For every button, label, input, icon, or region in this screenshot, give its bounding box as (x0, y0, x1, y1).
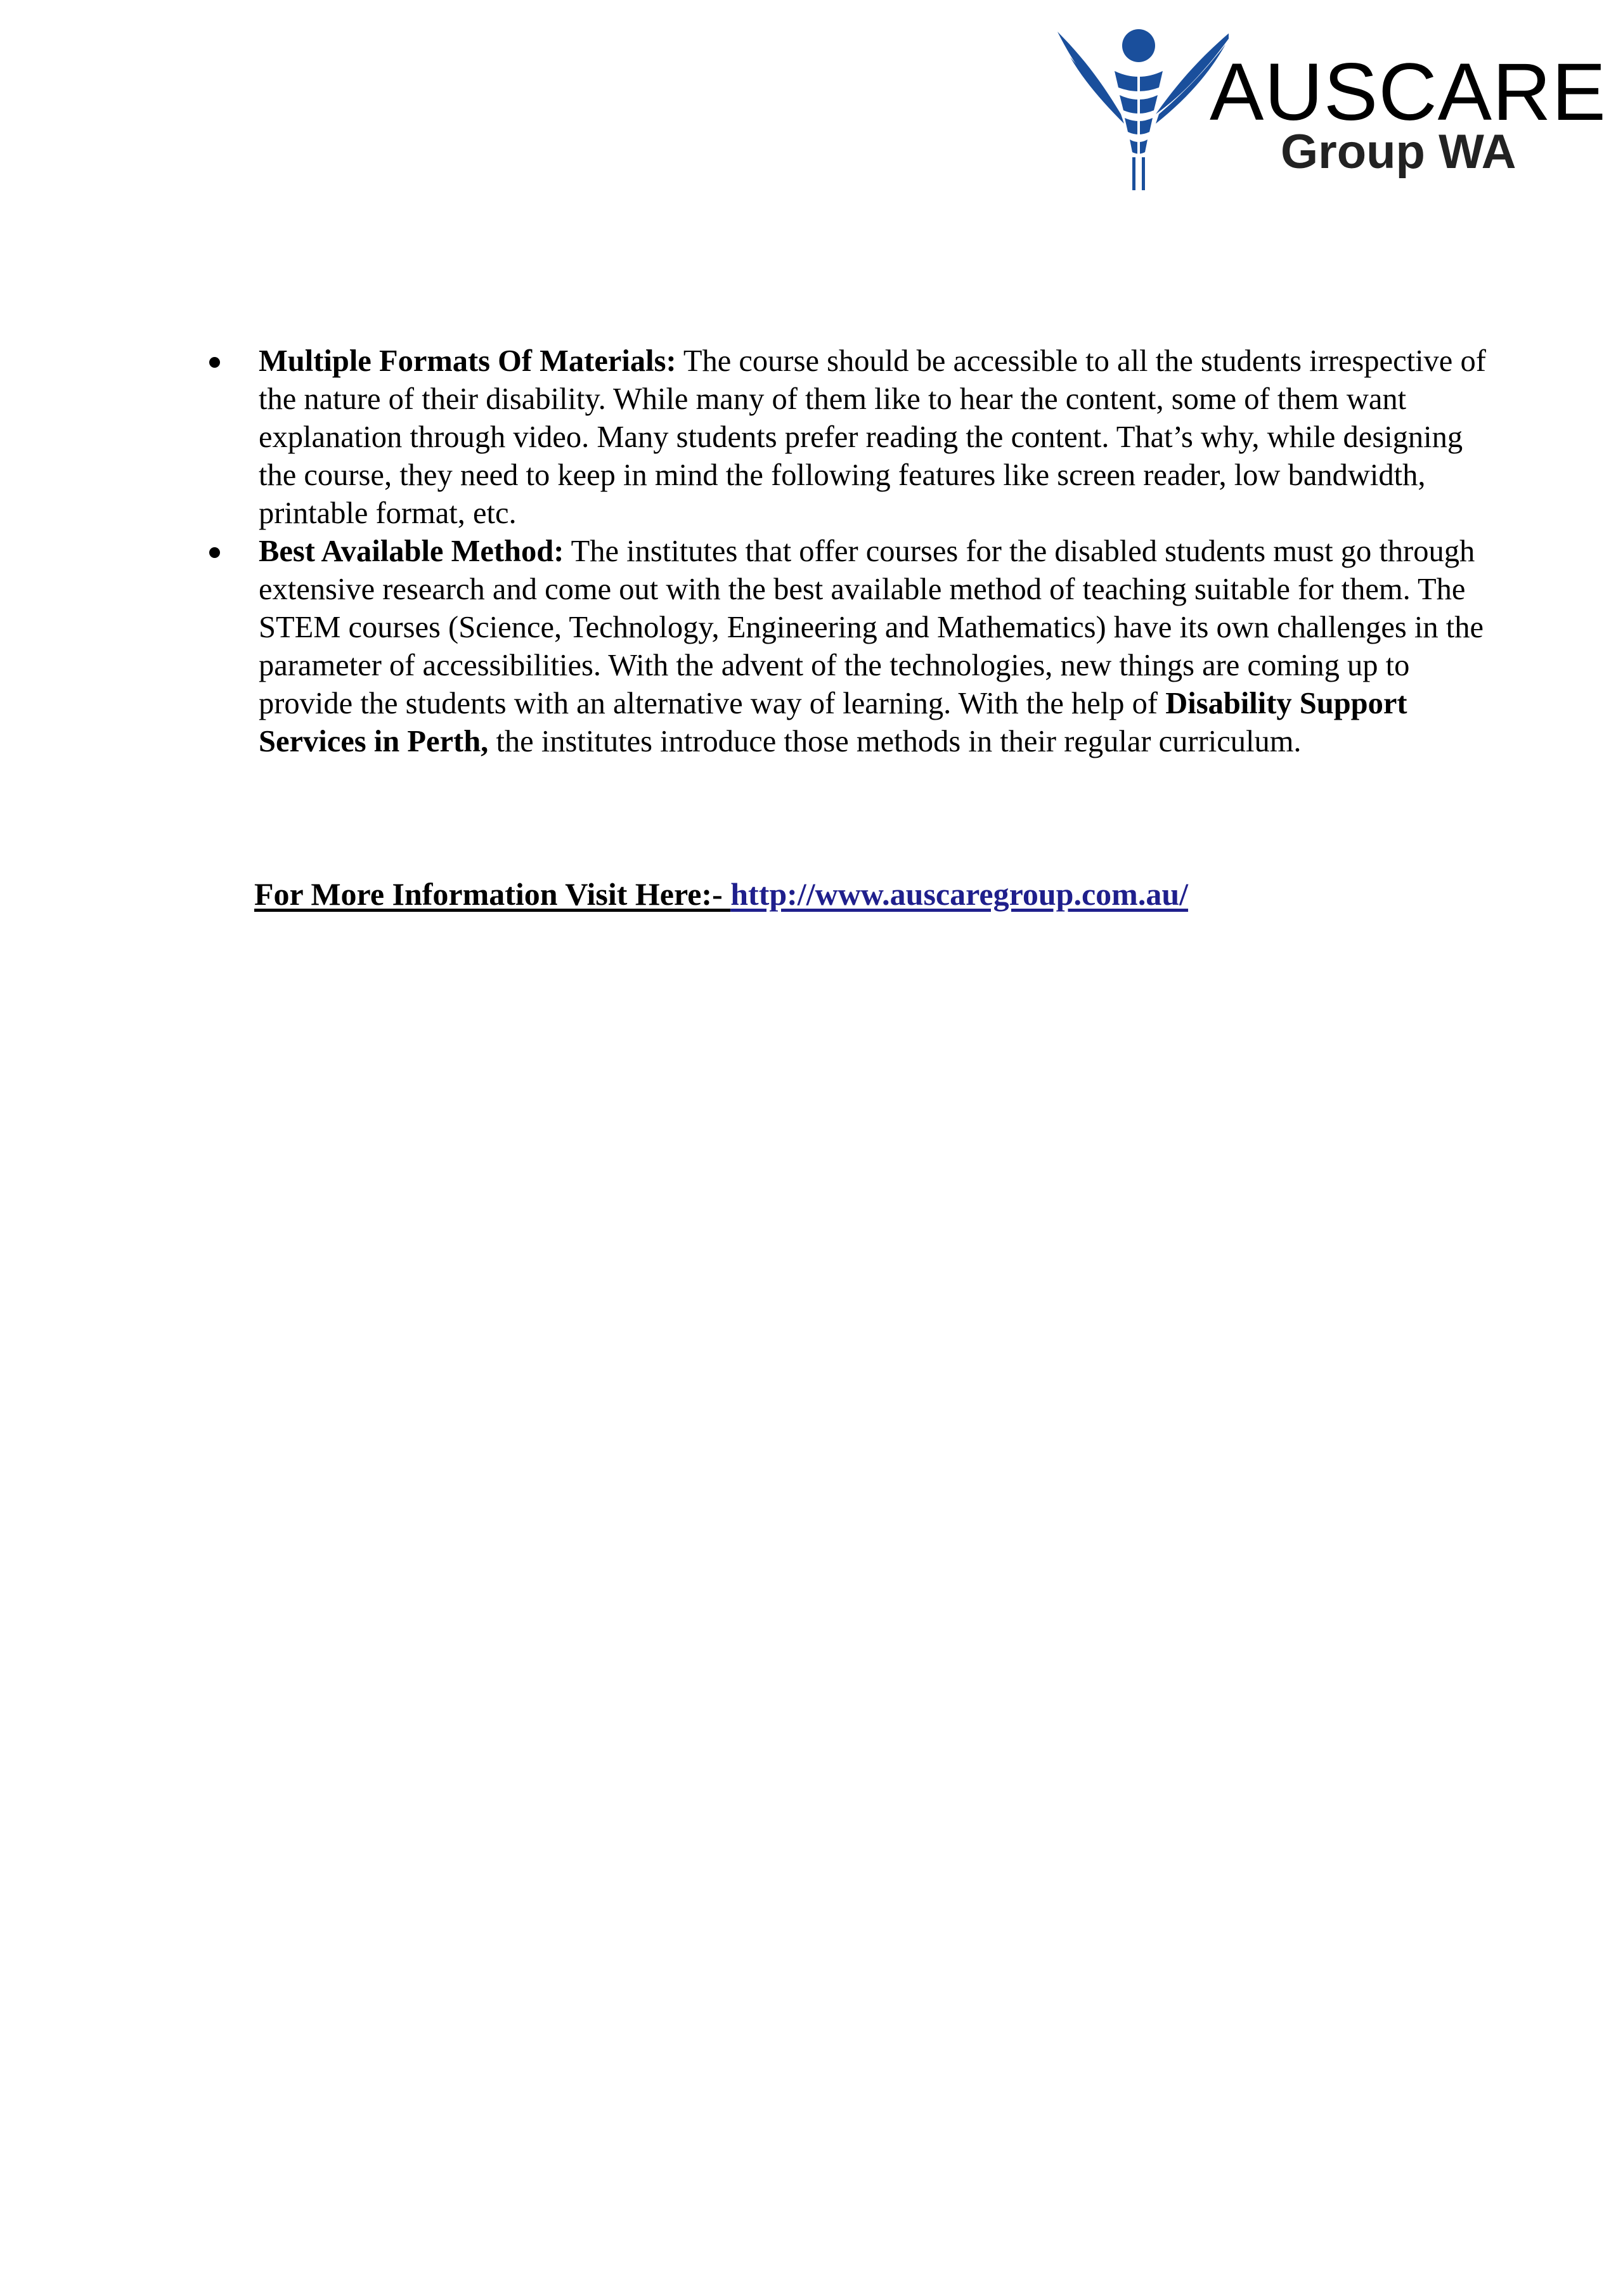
list-item (209, 533, 1490, 761)
bullet-list (209, 342, 1490, 761)
bullet-heading: Multiple Formats Of Materials: (259, 344, 676, 378)
bullet-text: The institutes that offer courses for the disabled students must go through extensive research and come out with the best available method of teaching suitable for them. The STEM courses (Science, Technology, Engineering and Mathematics) have its own challenges in the parameter of accessibilities. With the advent of the technologies, new things are coming up to provide the students with an alternative way of learning. With the help of (259, 535, 1484, 720)
list-item (209, 342, 1490, 533)
more-info-line (254, 874, 1188, 914)
website-link[interactable]: http://www.auscaregroup.com.au/ (730, 876, 1189, 912)
logo-wordmark: AUSCARE (1210, 47, 1607, 138)
caduceus-figure-icon (1045, 19, 1229, 197)
document-body (209, 342, 1490, 761)
bullet-emphasis: Disability Support Services in Perth, (259, 687, 1407, 758)
bullet-heading: Best Available Method: (259, 535, 564, 568)
logo-subline: Group WA (1281, 125, 1516, 179)
bullet-text: The course should be accessible to all the students irrespective of the nature of their disability. While many of them like to hear the content, some of them want explanation through video. Many students prefer reading the content. That’s why, while designing the course, they need to keep in mind the following features like screen reader, low bandwidth, printable format, etc. (259, 344, 1486, 530)
bullet-text-end: the institutes introduce those methods in their regular curriculum. (488, 725, 1302, 758)
more-info-label: For More Information Visit Here:- (254, 876, 731, 912)
bullet-icon (209, 357, 220, 368)
bullet-icon (209, 547, 220, 558)
company-logo (1045, 19, 1607, 197)
